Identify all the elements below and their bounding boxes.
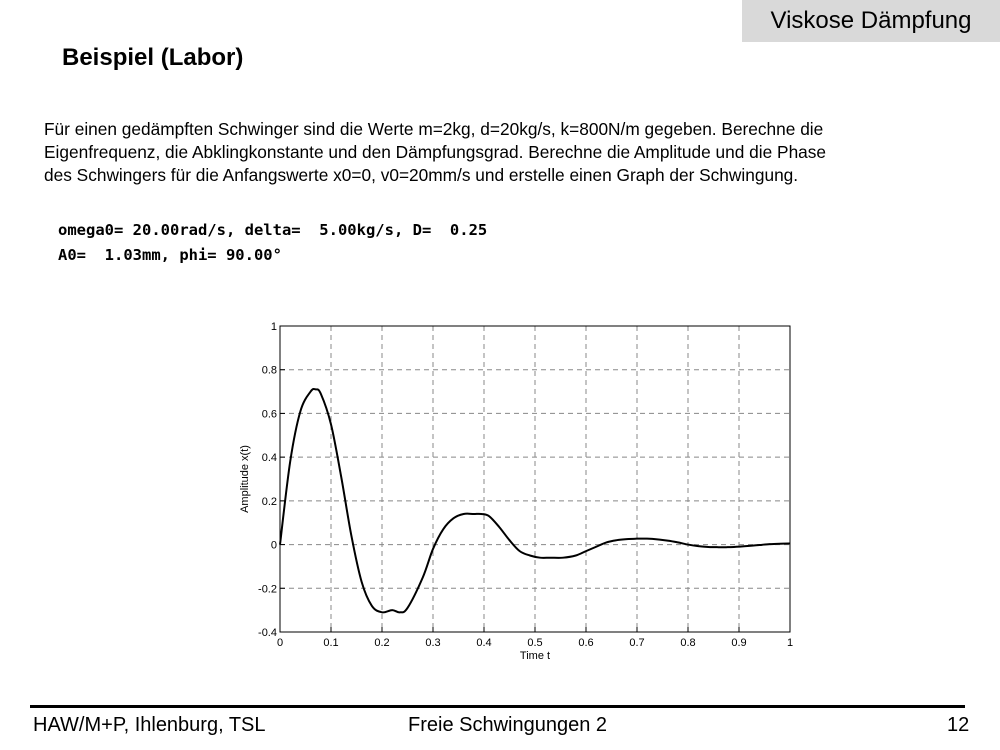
page-number: 12 (947, 714, 970, 736)
y-tick-label: 1 (270, 321, 277, 333)
x-tick-label: 0.4 (476, 637, 492, 649)
x-tick-label: 0 (276, 637, 284, 649)
x-tick-label: 0.9 (731, 637, 747, 649)
x-tick-label: 0.7 (629, 637, 645, 649)
task-line: des Schwingers für die Anfangswerte x0=0, v0=20mm/s und erstelle einen Graph der Schwingung. (44, 165, 799, 185)
footer-author: HAW/M+P, Ihlenburg, TSL (33, 714, 266, 736)
x-tick-label: 0.8 (680, 637, 696, 649)
x-tick-label: 0.5 (527, 637, 543, 649)
topic-label: Viskose Dämpfung (770, 7, 972, 34)
x-tick-label: 1 (786, 637, 794, 649)
y-tick-label: -0.4 (258, 627, 277, 639)
task-text (44, 118, 944, 187)
x-axis-label: Time t (519, 650, 551, 662)
y-tick-label: -0.2 (258, 583, 277, 596)
x-tick-label: 0.1 (323, 637, 339, 649)
footer-divider (30, 705, 965, 708)
footer-lecture-title: Freie Schwingungen 2 (408, 714, 608, 736)
task-line: Für einen gedämpften Schwinger sind die Werte m=2kg, d=20kg/s, k=800N/m gegeben. Berechne die (44, 119, 824, 139)
output-line: omega0= 20.00rad/s, delta= 5.00kg/s, D= 0.25 (58, 221, 488, 239)
amplitude-time-chart (230, 316, 810, 666)
y-tick-label: 0 (270, 539, 277, 552)
x-tick-label: 0.6 (578, 637, 594, 649)
y-tick-label: 0.4 (261, 452, 277, 465)
computation-output (58, 218, 487, 268)
output-line: A0= 1.03mm, phi= 90.00° (58, 246, 282, 264)
x-tick-label: 0.2 (374, 637, 390, 649)
task-line: Eigenfrequenz, die Abklingkonstante und den Dämpfungsgrad. Berechne die Amplitude und die Phase (44, 142, 827, 162)
y-tick-label: 0.2 (261, 495, 277, 508)
x-tick-label: 0.3 (425, 637, 441, 649)
y-axis-label: Amplitude x(t) (239, 445, 251, 513)
slide-title: Beispiel (Labor) (62, 44, 244, 71)
y-tick-label: 0.6 (261, 408, 277, 421)
topic-label-box (742, 0, 1000, 42)
grid-lines (280, 326, 790, 632)
y-tick-label: 0.8 (261, 364, 277, 377)
